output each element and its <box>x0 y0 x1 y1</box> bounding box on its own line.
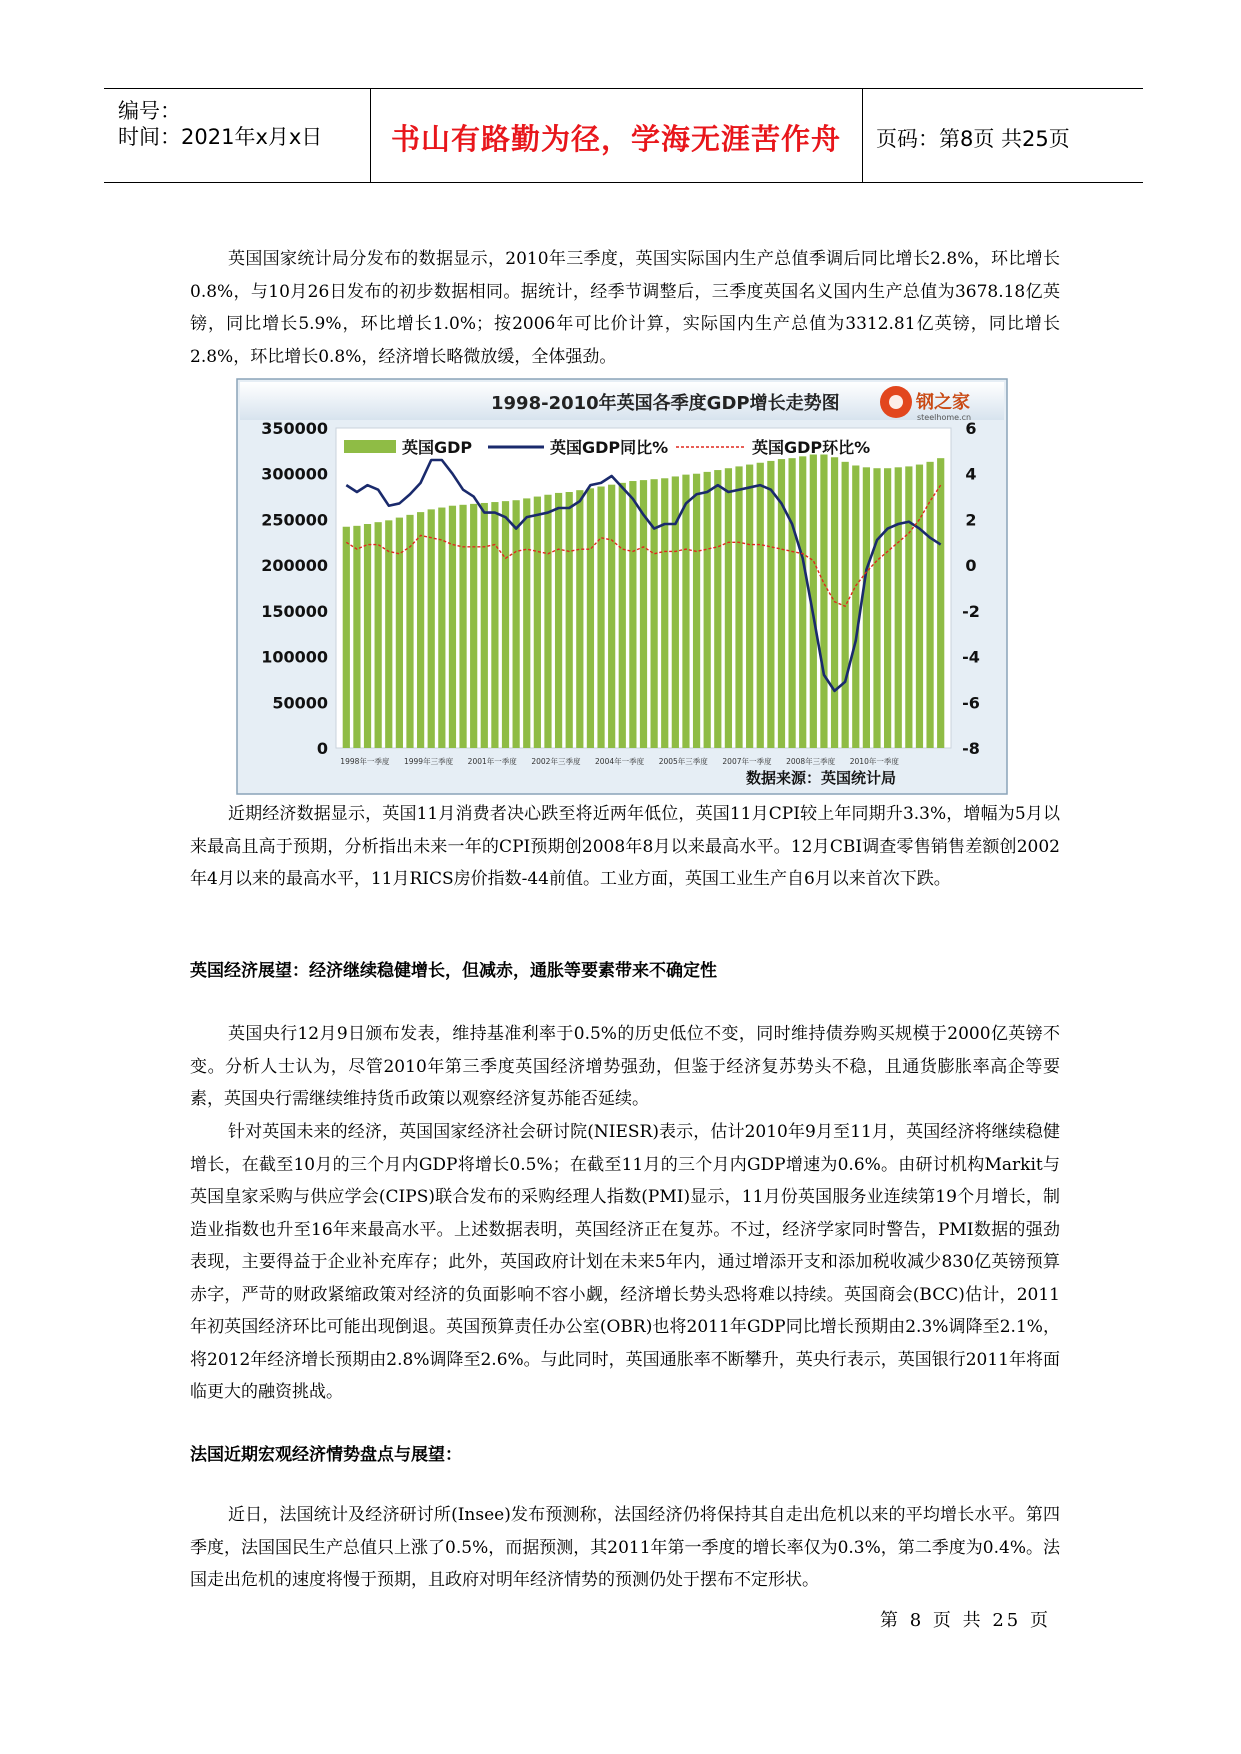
gdp-bar <box>799 456 806 748</box>
gdp-bar <box>513 500 520 748</box>
gdp-bar <box>852 465 859 748</box>
gdp-bar <box>788 458 795 748</box>
gdp-bar <box>597 487 604 748</box>
chart-logo <box>880 386 971 422</box>
page-header <box>104 88 1143 183</box>
y-left-tick-label: 250000 <box>261 510 328 530</box>
gdp-bar <box>661 478 668 748</box>
y-right-tick-label: 4 <box>965 464 977 484</box>
gdp-bar <box>926 462 933 748</box>
y-left-tick-label: 350000 <box>261 419 328 438</box>
x-tick-label: 1999年三季度 <box>403 757 454 766</box>
y-right-tick-label: -4 <box>962 647 980 667</box>
logo-icon-center <box>889 395 903 409</box>
gdp-bar <box>608 485 615 748</box>
paragraph-france: 近日，法国统计及经济研讨所(Insee)发布预测称，法国经济仍将保持其自走出危机以来的平均增长水平。第四季度，法国国民生产总值只上涨了0.5%，而据预测，其2011年第一季度的增长率仅为0.3%，第二季度为0.4%。法国走出危机的速度将慢于预期，且政府对明年经济情势的预测仍处于摆布不定形状。 <box>190 1505 1060 1590</box>
gdp-bar <box>417 512 424 748</box>
y-left-tick-label: 300000 <box>261 464 328 484</box>
x-tick-label: 2004年一季度 <box>595 757 645 766</box>
gdp-bar <box>449 506 456 748</box>
chart-source: 数据来源：英国统计局 <box>746 769 897 787</box>
legend-swatch-gdp <box>344 440 396 453</box>
gdp-bar <box>916 465 923 748</box>
x-tick-label: 2010年一季度 <box>849 757 899 766</box>
gdp-bar <box>406 515 413 748</box>
gdp-bar <box>576 490 583 748</box>
gdp-bar <box>470 504 477 748</box>
gdp-bar <box>544 495 551 748</box>
gdp-bar <box>438 508 445 748</box>
paragraph-boe-decision: 英国央行12月9日颁布发表，维持基准利率于0.5%的历史低位不变，同时维持债券购买规模于2000亿英镑不变。分析人士认为，尽管2010年第三季度英国经济增势强劲，但鉴于经济复苏势头不稳，且通货膨胀率高企等要素，英国央行需继续维持货币政策以观察经济复苏能否延续。 <box>190 1024 1060 1109</box>
gdp-bar <box>884 468 891 748</box>
x-tick-label: 2001年一季度 <box>467 757 517 766</box>
chart-legend <box>344 438 870 457</box>
gdp-bar <box>895 467 902 748</box>
gdp-bar <box>353 526 360 748</box>
y-left-tick-label: 200000 <box>261 556 328 576</box>
header-motto-cell <box>370 89 863 182</box>
gdp-bar <box>385 520 392 748</box>
header-left-cell <box>104 89 371 182</box>
heading-uk-outlook: 英国经济展望：经济继续稳健增长，但减赤，通胀等要素带来不确定性 <box>190 961 717 981</box>
gdp-bar <box>873 468 880 748</box>
y-right-tick-label: 6 <box>965 419 977 438</box>
gdp-bar <box>566 492 573 748</box>
gdp-bar <box>842 462 849 748</box>
document-time-label: 时间：2021年x月x日 <box>118 125 323 149</box>
y-right-tick-label: -8 <box>962 739 980 758</box>
heading-france: 法国近期宏观经济情势盘点与展望： <box>190 1445 462 1465</box>
gdp-bar <box>757 463 764 748</box>
header-page-cell <box>862 89 1143 182</box>
gdp-bar <box>746 465 753 748</box>
page-footer: 第 8 页 共 25 页 <box>880 1610 1051 1631</box>
x-tick-label: 2005年三季度 <box>658 757 708 766</box>
document-number-label: 编号： <box>118 99 181 123</box>
gdp-bar <box>629 481 636 748</box>
gdp-bar <box>481 503 488 748</box>
gdp-bar <box>725 468 732 748</box>
gdp-bar <box>459 505 466 748</box>
chart-title: 1998-2010年英国各季度GDP增长走势图 <box>491 393 840 414</box>
y-right-tick-label: -6 <box>962 693 980 713</box>
gdp-bar <box>375 522 382 748</box>
uk-gdp-chart <box>236 378 1008 795</box>
paragraph-uk-recent-data: 近期经济数据显示，英国11月消费者决心跌至将近两年低位，英国11月CPI较上年同期升3.3%，增幅为5月以来最高且高于预期，分析指出未来一年的CPI预期创2008年8月以来最高水平。12月CBI调查零售销售差额创2002年4月以来的最高水平，11月RICS房价指数-44前值。工业方面，英国工业生产自6月以来首次下跌。 <box>190 804 1060 889</box>
gdp-bar <box>820 455 827 748</box>
logo-subtext: steelhome.cn <box>917 413 972 422</box>
x-tick-label: 2008年三季度 <box>786 757 836 766</box>
legend-label-gdp: 英国GDP <box>402 438 473 457</box>
legend-label-qoq: 英国GDP环比% <box>752 438 871 457</box>
gdp-bar <box>863 467 870 748</box>
y-left-tick-label: 50000 <box>272 693 328 713</box>
gdp-bar <box>831 457 838 748</box>
y-right-tick-label: 0 <box>965 556 977 576</box>
x-tick-label: 2007年一季度 <box>722 757 772 766</box>
gdp-bar <box>428 509 435 748</box>
gdp-bar <box>937 458 944 748</box>
gdp-bar <box>714 470 721 748</box>
gdp-bar <box>534 497 541 748</box>
gdp-bar <box>502 501 509 748</box>
gdp-bar <box>767 461 774 748</box>
gdp-bar <box>693 474 700 748</box>
gdp-bar <box>619 483 626 748</box>
y-left-tick-label: 0 <box>316 739 328 758</box>
y-left-tick-label: 100000 <box>261 647 328 667</box>
gdp-bar <box>682 475 689 748</box>
gdp-bar <box>555 493 562 748</box>
x-tick-label: 1998年一季度 <box>340 757 390 766</box>
gdp-bar <box>735 466 742 748</box>
header-page-label: 页码：第8页 共25页 <box>876 127 1070 151</box>
y-right-tick-label: -2 <box>962 601 980 621</box>
header-motto: 书山有路勤为径，学海无涯苦作舟 <box>390 122 841 156</box>
gdp-bar <box>587 488 594 748</box>
gdp-bar <box>651 479 658 748</box>
gdp-bar <box>491 502 498 748</box>
gdp-bar <box>523 498 530 748</box>
gdp-bar <box>343 527 350 748</box>
y-right-tick-label: 2 <box>965 510 977 530</box>
gdp-bar <box>640 480 647 748</box>
logo-text: 钢之家 <box>916 392 970 413</box>
paragraph-uk-forecast: 针对英国未来的经济，英国国家经济社会研讨院(NIESR)表示，估计2010年9月至11月，英国经济将继续稳健增长，在截至10月的三个月内GDP将增长0.5%；在截至11月的三个月内GDP增速为0.6%。由研讨机构Markit与英国皇家采购与供应学会(CIPS)联合发布的采购经理人指数(PMI)显示，11月份英国服务业连续第19个月增长，制造业指数也升至16年来最高水平。上述数据表明，英国经济正在复苏。不过，经济学家同时警告，PMI数据的强劲表现，主要得益于企业补充库存；此外，英国政府计划在未来5年内，通过增添开支和添加税收减少830亿英镑预算赤字，严苛的财政紧缩政策对经济的负面影响不容小觑，经济增长势头恐将难以持续。英国商会(BCC)估计，2011年初英国经济环比可能出现倒退。英国预算责任办公室(OBR)也将2011年GDP同比增长预期由2.3%调降至2.1%，将2012年经济增长预期由2.8%调降至2.6%。与此同时，英国通胀率不断攀升，英央行表示，英国银行2011年将面临更大的融资挑战。 <box>190 1122 1060 1402</box>
gdp-bar <box>704 472 711 748</box>
gdp-bar <box>905 466 912 748</box>
x-tick-label: 2002年三季度 <box>531 757 581 766</box>
legend-label-yoy: 英国GDP同比% <box>550 438 669 457</box>
y-left-tick-label: 150000 <box>261 601 328 621</box>
paragraph-uk-gdp: 英国国家统计局分发布的数据显示，2010年三季度，英国实际国内生产总值季调后同比增长2.8%，环比增长0.8%，与10月26日发布的初步数据相同。据统计，经季节调整后，三季度英国名义国内生产总值为3678.18亿英镑，同比增长5.9%，环比增长1.0%；按2006年可比价计算，实际国内生产总值为3312.81亿英镑，同比增长2.8%，环比增长0.8%，经济增长略微放缓，全体强劲。 <box>190 249 1060 367</box>
gdp-bar <box>364 524 371 748</box>
